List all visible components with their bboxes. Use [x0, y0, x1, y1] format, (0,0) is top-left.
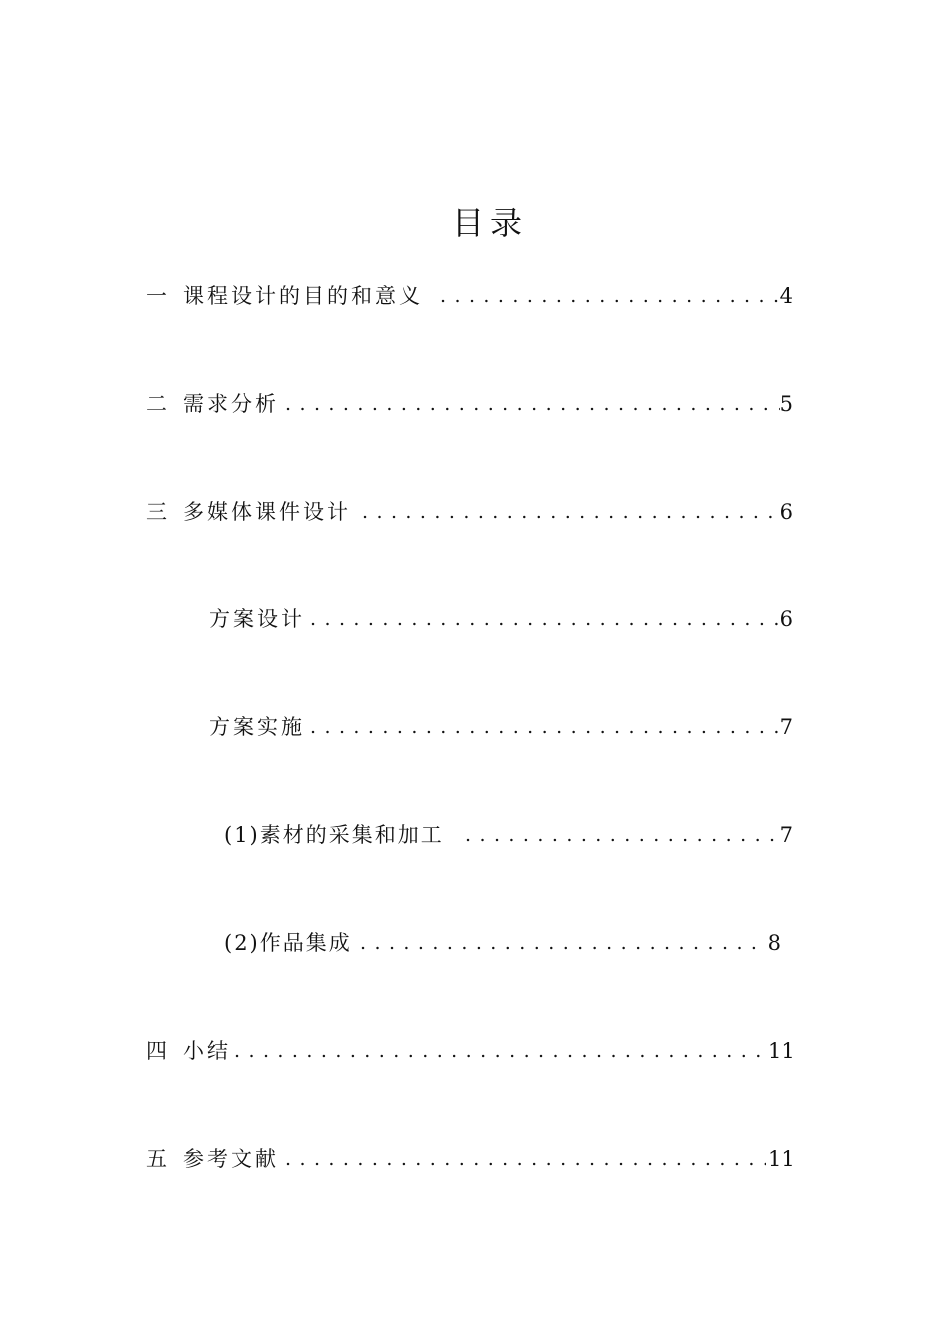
toc-entry[interactable]: [0, 389, 793, 419]
toc-entry-leader: [285, 389, 780, 419]
toc-entry[interactable]: [0, 820, 793, 850]
toc-entry[interactable]: [0, 604, 793, 634]
toc-entry[interactable]: [0, 928, 793, 958]
toc-entry-page: 8: [767, 931, 781, 955]
toc-entry-page: 5: [779, 392, 793, 416]
toc-entry-number: 五: [146, 1147, 167, 1171]
toc-entry-label: 多媒体课件设计: [183, 500, 351, 524]
toc-entry-leader: [285, 1144, 766, 1174]
toc-entry[interactable]: [0, 281, 793, 311]
toc-entry-leader: [310, 604, 780, 634]
toc-entry-label: 参考文献: [183, 1147, 279, 1171]
toc-entry-label: (2)作品集成: [224, 931, 352, 955]
toc-entry-label: 需求分析: [183, 392, 279, 416]
toc-entry-number: 四: [146, 1039, 167, 1063]
toc-entry-page: 7: [779, 715, 793, 739]
toc-entry-leader: [310, 712, 780, 742]
toc-entry-label: (1)素材的采集和加工: [224, 823, 444, 847]
toc-entry-leader: [234, 1036, 766, 1066]
toc-entry-label: 课程设计的目的和意义: [183, 284, 423, 308]
toc-entry-label: 小结: [183, 1039, 231, 1063]
toc-entry-label: 方案设计: [209, 607, 305, 631]
toc-entry[interactable]: [0, 712, 793, 742]
toc-entry-leader: [362, 497, 780, 527]
toc-entry[interactable]: [0, 1144, 793, 1174]
toc-entry-page: 4: [779, 284, 793, 308]
toc-entry-page: 7: [779, 823, 793, 847]
toc-entry-number: 一: [146, 284, 167, 308]
toc-entry-label: 方案实施: [209, 715, 305, 739]
toc-entry-number: 三: [146, 500, 167, 524]
toc-entry-page: 6: [779, 500, 793, 524]
toc-entry-leader: [465, 820, 780, 850]
toc-entry-page: 6: [779, 607, 793, 631]
toc-entry-number: 二: [146, 392, 167, 416]
toc-entry-leader: [440, 281, 780, 311]
toc-entry[interactable]: [0, 497, 793, 527]
toc-entry-leader: [360, 928, 760, 958]
toc-title: 目录: [451, 204, 528, 242]
toc-entry[interactable]: [0, 1036, 793, 1066]
toc-entry-page: 11: [768, 1039, 795, 1063]
toc-entry-page: 11: [768, 1147, 795, 1171]
